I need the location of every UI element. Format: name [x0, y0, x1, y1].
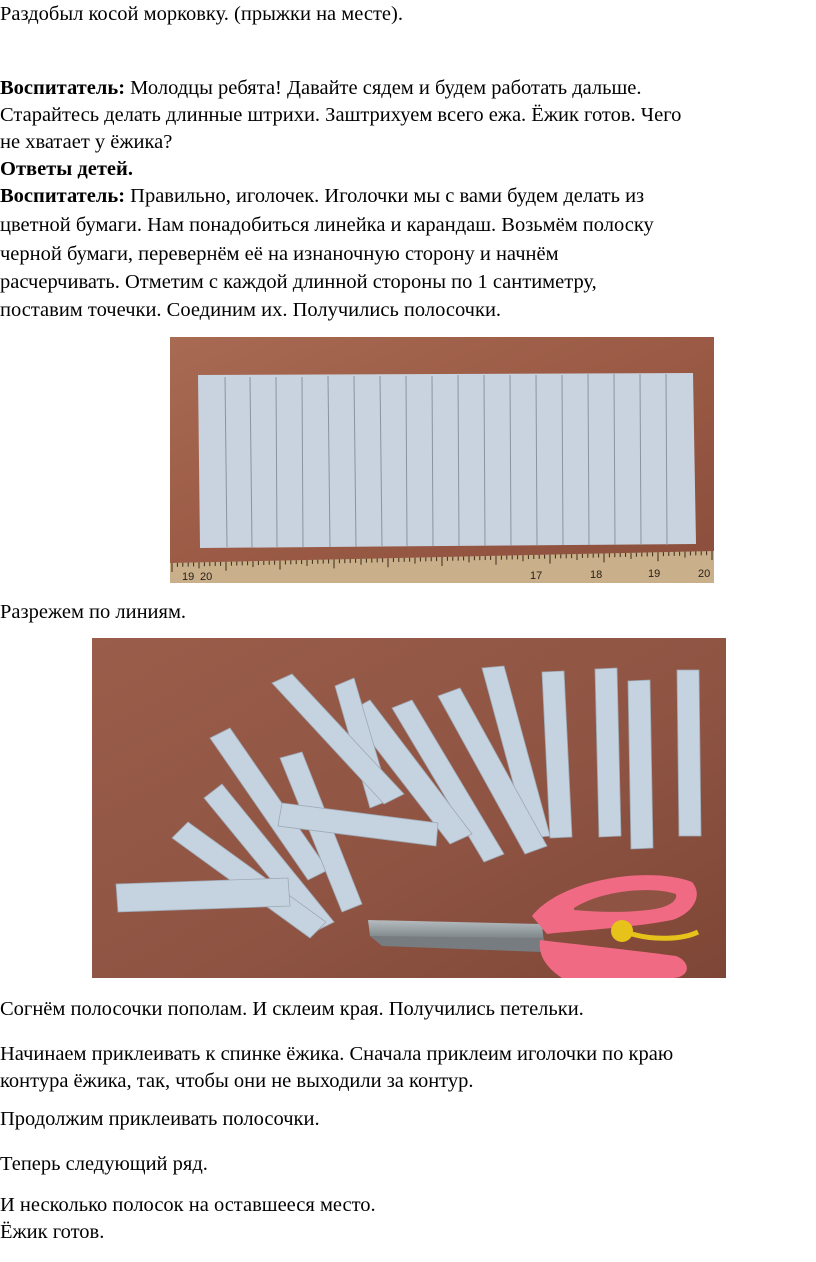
text-line: Продолжим приклеивать полосочки.	[0, 1108, 320, 1130]
text-line: Ёжик готов.	[0, 1221, 105, 1243]
text-line: И несколько полосок на оставшееся место.	[0, 1194, 376, 1216]
text-line: Начинаем приклеивать к спинке ёжика. Сначала приклеим иголочки по краю	[0, 1043, 674, 1065]
text-line: расчерчивать. Отметим с каждой длинной стороны по 1 сантиметру,	[0, 271, 597, 293]
text-line: черной бумаги, перевернём её на изнаночную сторону и начнём	[0, 243, 559, 265]
text-span: Молодцы ребята! Давайте сядем и будем работать дальше.	[125, 77, 642, 99]
photo-lined-paper-drawing	[170, 337, 714, 583]
speaker-label: Воспитатель:	[0, 77, 126, 99]
speaker-label: Воспитатель:	[0, 185, 126, 207]
children-answers-heading: Ответы детей.	[0, 158, 133, 180]
text-line: не хватает у ёжика?	[0, 131, 173, 153]
text-line: поставим точечки. Соединим их. Получились полосочки.	[0, 299, 502, 321]
ruler-number: 18	[590, 569, 603, 581]
caption-cut: Разрежем по линиям.	[0, 601, 187, 623]
ruler-number: 20	[698, 568, 711, 580]
paper-sheet	[198, 373, 696, 548]
text-line: цветной бумаги. Нам понадобиться линейка и карандаш. Возьмём полоску	[0, 214, 654, 236]
photo-lined-paper	[170, 337, 714, 583]
intro-line: Раздобыл косой морковку. (прыжки на месте).	[0, 3, 403, 25]
ruler-number: 19	[648, 568, 661, 580]
text-span: Правильно, иголочек. Иголочки мы с вами будем делать из	[125, 185, 645, 207]
text-line: Согнём полосочки пополам. И склеим края. Получились петельки.	[0, 998, 584, 1020]
ruler-number: 20	[200, 571, 213, 583]
text-line: Старайтесь делать длинные штрихи. Заштрихуем всего ежа. Ёжик готов. Чего	[0, 104, 682, 126]
text-line: контура ёжика, так, чтобы они не выходили за контур.	[0, 1070, 474, 1092]
paragraph-teacher-2	[0, 182, 644, 211]
ruler-number: 19	[182, 571, 195, 583]
photo-cut-strips	[92, 638, 726, 978]
paragraph-teacher-1	[0, 74, 642, 103]
ruler-number: 17	[530, 570, 543, 582]
photo-cut-strips-drawing	[92, 638, 726, 978]
text-line: Теперь следующий ряд.	[0, 1153, 208, 1175]
